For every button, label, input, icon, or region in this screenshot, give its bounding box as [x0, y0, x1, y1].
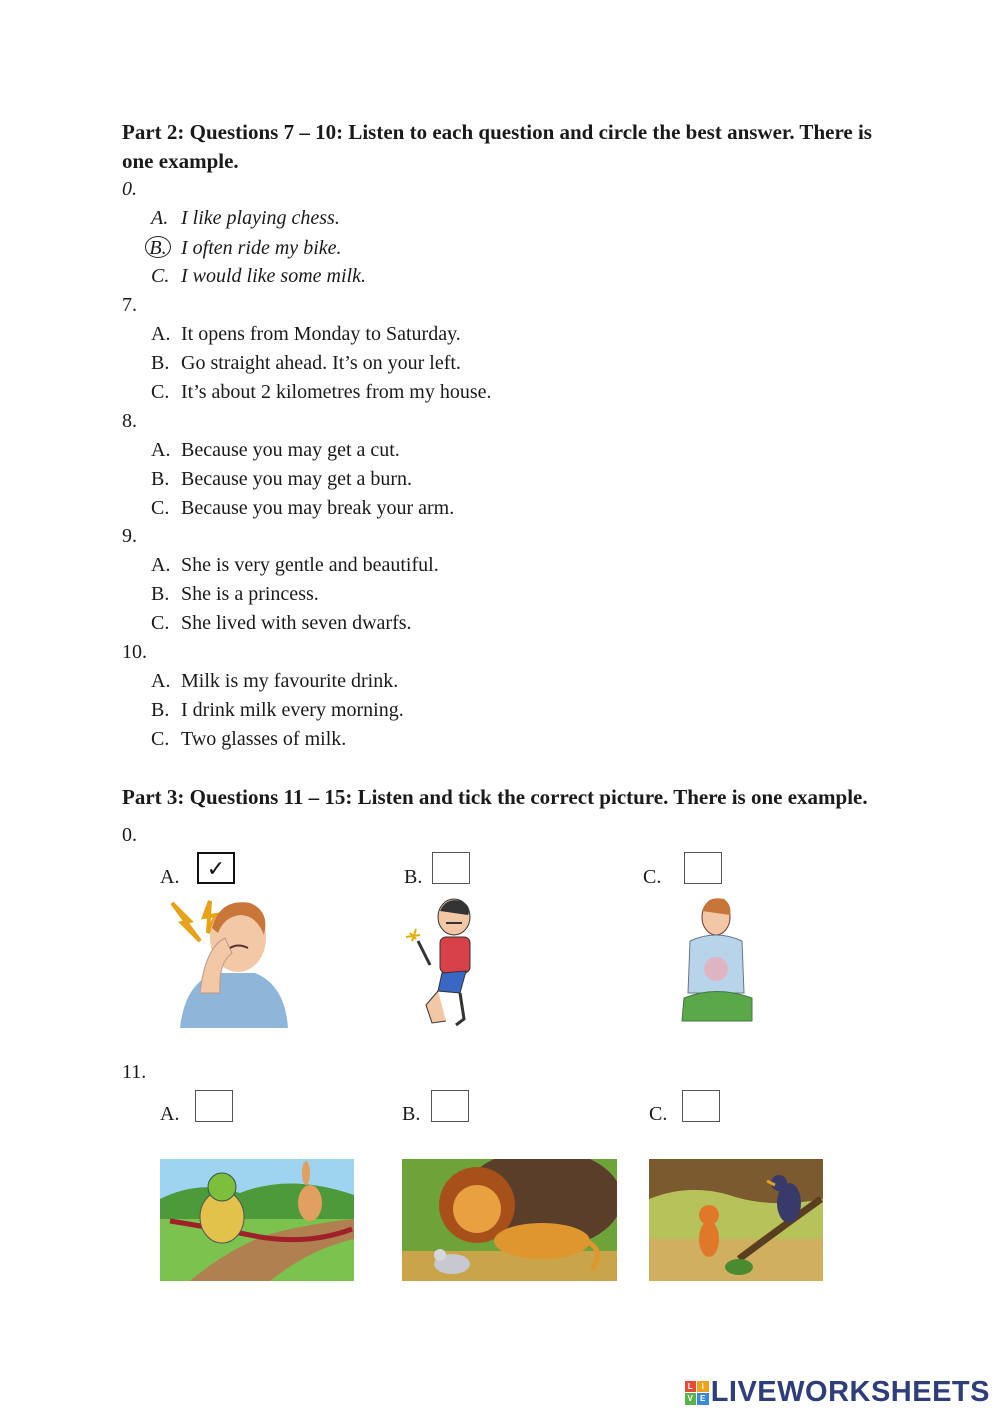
- option-text: Two glasses of milk.: [181, 728, 347, 750]
- question-number: 11.: [122, 1061, 147, 1083]
- stomachache-man-picture: [678, 893, 756, 1028]
- answer-option[interactable]: [151, 670, 398, 693]
- answer-option[interactable]: [151, 439, 400, 462]
- option-text: She is very gentle and beautiful.: [181, 554, 439, 576]
- picture-label-a: A.: [160, 866, 180, 888]
- question-number: 0.: [122, 824, 137, 846]
- question-number: 10.: [122, 641, 147, 663]
- hurt-knee-man-picture: [402, 893, 482, 1028]
- option-letter: C.: [151, 497, 170, 519]
- headache-man-picture: [160, 893, 295, 1028]
- brand-name: LIVEWORKSHEETS: [710, 1376, 990, 1408]
- answer-option-circled[interactable]: [151, 236, 342, 260]
- tick-box[interactable]: [682, 1090, 720, 1122]
- option-letter: B.: [151, 699, 170, 721]
- option-text: Go straight ahead. It’s on your left.: [181, 352, 461, 374]
- option-letter: C.: [151, 381, 170, 403]
- option-letter: C.: [151, 265, 170, 287]
- tick-box-checked[interactable]: ✓: [197, 852, 235, 884]
- answer-option[interactable]: [151, 207, 340, 230]
- option-letter: B.: [151, 468, 170, 490]
- tortoise-and-hare-picture: [160, 1159, 354, 1281]
- answer-option[interactable]: [151, 381, 492, 404]
- lion-and-mouse-picture: [402, 1159, 617, 1281]
- option-letter: C.: [151, 612, 170, 634]
- circled-option-letter: B.: [145, 236, 171, 258]
- answer-option[interactable]: [151, 612, 412, 635]
- answer-option[interactable]: [151, 699, 404, 722]
- tick-box[interactable]: [432, 852, 470, 884]
- option-text: She lived with seven dwarfs.: [181, 612, 412, 634]
- liveworksheets-brand: [685, 1376, 990, 1409]
- option-text: Because you may get a cut.: [181, 439, 400, 461]
- option-text: Milk is my favourite drink.: [181, 670, 399, 692]
- question-number: 7.: [122, 294, 137, 316]
- option-text: It’s about 2 kilometres from my house.: [181, 381, 492, 403]
- option-text: She is a princess.: [181, 583, 319, 605]
- picture-label-c: C.: [643, 866, 662, 888]
- option-letter: A.: [151, 554, 171, 576]
- answer-option[interactable]: [151, 265, 366, 288]
- option-text: I like playing chess.: [181, 207, 340, 229]
- liveworksheets-logo-icon: L I V E: [685, 1381, 709, 1405]
- picture-label-c: C.: [649, 1103, 668, 1125]
- option-letter: A.: [151, 207, 169, 229]
- answer-option[interactable]: [151, 468, 412, 491]
- option-letter: A.: [151, 670, 171, 692]
- answer-option[interactable]: [151, 583, 319, 606]
- picture-label-b: B.: [402, 1103, 421, 1125]
- option-letter: B.: [151, 583, 170, 605]
- fox-and-crow-picture: [649, 1159, 823, 1281]
- option-text: It opens from Monday to Saturday.: [181, 323, 461, 345]
- answer-option[interactable]: [151, 352, 461, 375]
- question-number: 0.: [122, 178, 137, 200]
- part2-heading: Part 2: Questions 7 – 10: Listen to each question and circle the best answer. There is one example.: [122, 120, 872, 173]
- answer-option[interactable]: [151, 323, 461, 346]
- option-text: I drink milk every morning.: [181, 699, 404, 721]
- tick-box[interactable]: [684, 852, 722, 884]
- option-letter: B.: [151, 352, 170, 374]
- option-text: Because you may break your arm.: [181, 497, 455, 519]
- option-text: I would like some milk.: [181, 265, 366, 287]
- tick-box[interactable]: [195, 1090, 233, 1122]
- answer-option[interactable]: [151, 497, 454, 520]
- option-letter: A.: [151, 439, 171, 461]
- picture-label-a: A.: [160, 1103, 180, 1125]
- option-text: I often ride my bike.: [181, 237, 342, 259]
- question-number: 9.: [122, 525, 137, 547]
- part3-heading: Part 3: Questions 11 – 15: Listen and tick the correct picture. There is one example.: [122, 785, 868, 809]
- option-letter: C.: [151, 728, 170, 750]
- option-letter: A.: [151, 323, 171, 345]
- tick-box[interactable]: [431, 1090, 469, 1122]
- answer-option[interactable]: [151, 728, 346, 751]
- picture-label-b: B.: [404, 866, 423, 888]
- answer-option[interactable]: [151, 554, 439, 577]
- question-number: 8.: [122, 410, 137, 432]
- option-text: Because you may get a burn.: [181, 468, 413, 490]
